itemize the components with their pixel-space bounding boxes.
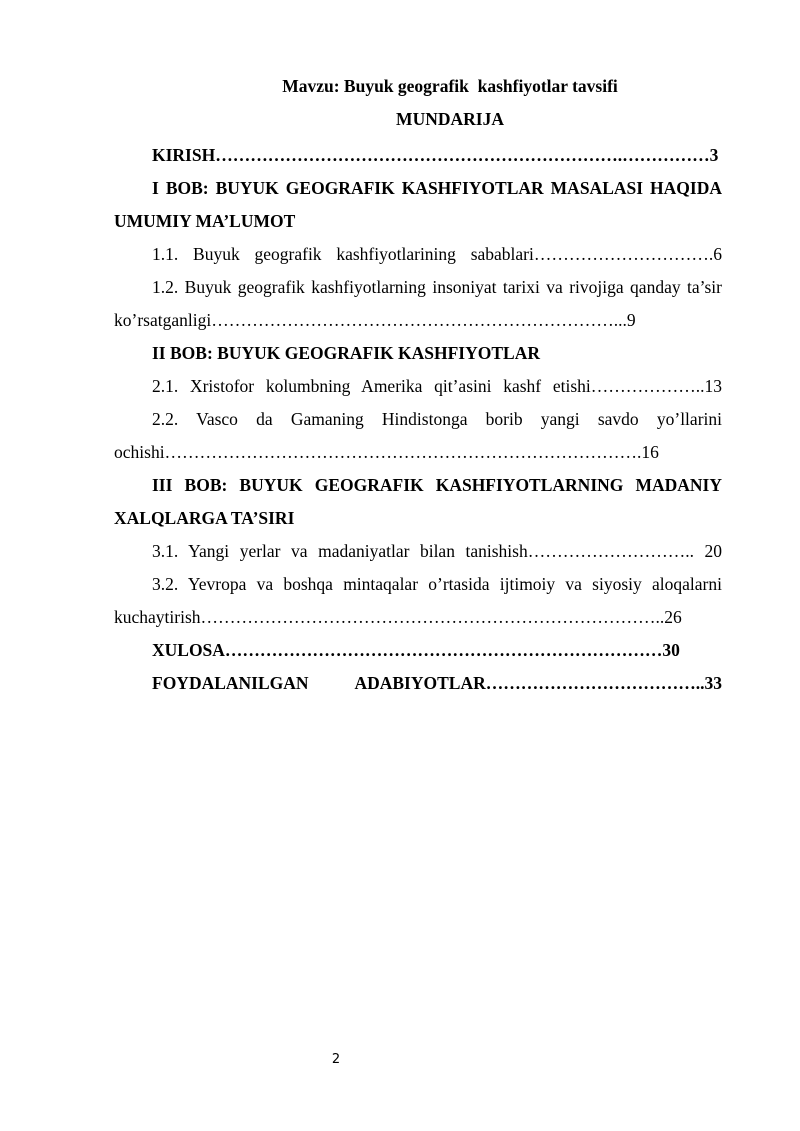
toc-entry-section-2-1: 2.1. Xristofor kolumbning Amerika qit’asini kashf etishi………………..13 [152,376,722,396]
toc-entry-section-2-2: 2.2. Vasco da Gamaning Hindistonga borib yangi savdo yo’llarini ochishi……………………………………………………………………….16 [114,409,722,462]
toc-entry-chapter-1: I BOB: BUYUK GEOGRAFIK KASHFIYOTLAR MASALASI HAQIDA UMUMIY MA’LUMOT [114,178,722,231]
toc-entry-section-1-2: 1.2. Buyuk geografik kashfiyotlarning insoniyat tarixi va rivojiga qanday ta’sir ko’rsatganligi……………………………………………………………...9 [114,277,722,330]
toc-entry-section-1-1: 1.1. Buyuk geografik kashfiyotlarining sabablari………………………….6 [152,244,722,264]
toc-entry-chapter-2: II BOB: BUYUK GEOGRAFIK KASHFIYOTLAR [152,343,540,363]
toc-entry-chapter-3: III BOB: BUYUK GEOGRAFIK KASHFIYOTLARNING MADANIY XALQLARGA TA’SIRI [114,475,722,528]
toc-entry-references: FOYDALANILGAN ADABIYOTLAR………………………………..33 [152,673,722,693]
toc-entry-section-3-1: 3.1. Yangi yerlar va madaniyatlar bilan tanishish……………………….. 20 [152,541,722,561]
toc-heading: MUNDARIJA [396,109,504,129]
toc-entry-conclusion: XULOSA…………………………………………………………………30 [152,640,680,660]
toc-entry-section-3-2: 3.2. Yevropa va boshqa mintaqalar o’rtasida ijtimoiy va siyosiy aloqalarni kuchaytirish……………………………………………………………………..26 [114,574,722,627]
topic-title: Mavzu: Buyuk geografik kashfiyotlar tavsifi [282,76,618,96]
toc-entry-introduction: KIRISH…………………………………………………………….……………3 [152,145,719,165]
table-of-contents [114,139,722,700]
page-number: 2 [331,1052,341,1067]
